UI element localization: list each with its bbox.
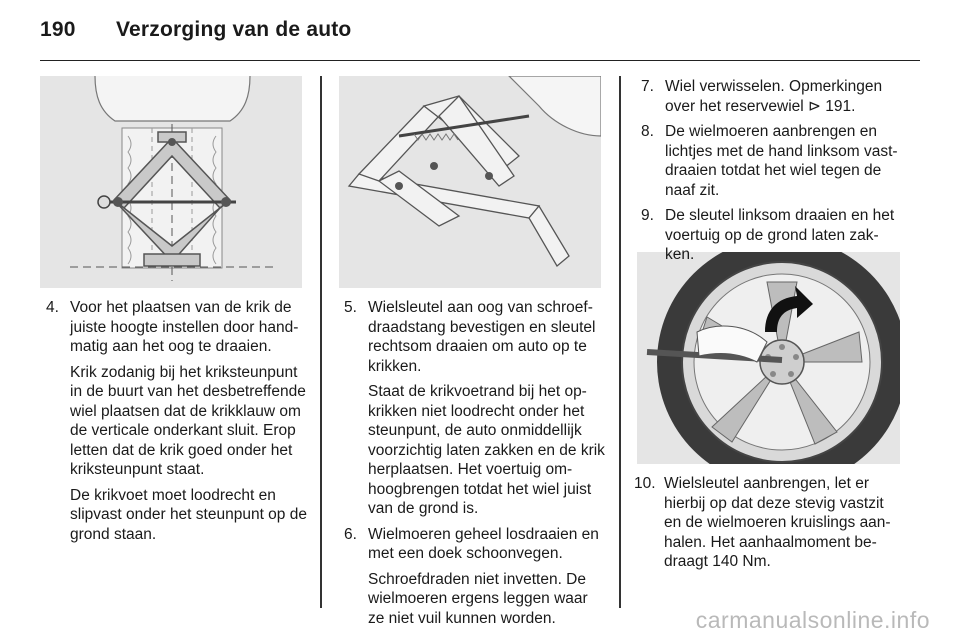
step-text: Staat de krikvoetrand bij het op-krikken niet loodrecht onder het steunpunt, de auto onmiddellijk voorzichtig laten zakken en de krik herplaatsen. Het voertuig om-hoogbrengen totdat het wiel juist van de grond is.: [368, 383, 605, 517]
column-3-top: [641, 77, 903, 271]
wheel-nuts-illustration: [637, 252, 900, 464]
jack-placement-figure: [40, 76, 302, 288]
wheel-nuts-figure: [637, 252, 900, 464]
step-text: De krikvoet moet loodrecht en slipvast onder het steunpunt op de grond staan.: [70, 486, 307, 543]
header-rule: [40, 60, 920, 61]
list-item: [344, 298, 606, 519]
list-item: [634, 474, 904, 572]
column-divider: [320, 76, 322, 608]
step-number: 5.: [344, 299, 357, 316]
step-text: Wielsleutel aanbrengen, let er hierbij op dat deze stevig vastzit en de wielmoeren kruislings aan-halen. Het aanhaalmoment be-draagt 140 Nm.: [664, 475, 891, 570]
list-item: [641, 77, 903, 116]
page-header: [40, 18, 351, 42]
step-number: 10.: [634, 475, 656, 492]
step-text: Wielmoeren geheel losdraaien en met een doek schoonvegen.: [368, 525, 599, 562]
page-number: 190: [40, 18, 76, 41]
column-1: [46, 298, 308, 550]
step-text: Schroefdraden niet invetten. De wielmoeren ergens leggen waar ze niet vuil kunnen worden.: [368, 570, 588, 627]
step-text: De wielmoeren aanbrengen en lichtjes met de hand linksom vast-draaien totdat het wiel tegen de naaf zit.: [665, 123, 898, 199]
step-text: Voor het plaatsen van de krik de juiste hoogte instellen door hand-matig aan het oog te draaien.: [70, 299, 299, 355]
list-item: [641, 206, 903, 265]
step-text: De sleutel linksom draaien en het voertuig op de grond laten zak-ken.: [665, 207, 895, 263]
step-number: 4.: [46, 299, 59, 316]
list-item: [46, 298, 308, 544]
jack-lifting-figure: [339, 76, 601, 288]
list-item: [344, 525, 606, 629]
column-divider: [619, 76, 621, 608]
page-title: Verzorging van de auto: [116, 18, 352, 41]
step-text: Wielsleutel aan oog van schroef-draadstang bevestigen en sleutel rechtsom draaien om auto op te krikken.: [368, 299, 596, 375]
step-number: 6.: [344, 525, 357, 543]
step-number: 9.: [641, 207, 654, 224]
column-3-bottom: [634, 474, 904, 578]
watermark: carmanualsonline.info: [695, 607, 930, 633]
step-number: 7.: [641, 78, 654, 95]
step-text: Krik zodanig bij het kriksteunpunt in de buurt van het desbetreffende wiel plaatsen dat de krikklauw om de verticale onderkant sluit. Erop letten dat de krik goed onder het kriksteunpunt staat.: [70, 363, 306, 478]
step-text: Wiel verwisselen. Opmerkingen over het reservewiel ⊳ 191.: [665, 78, 883, 115]
column-2: [344, 298, 606, 634]
list-item: [641, 122, 903, 200]
jack-lifting-illustration: [339, 76, 601, 288]
step-number: 8.: [641, 123, 654, 140]
jack-placement-illustration: [40, 76, 302, 288]
